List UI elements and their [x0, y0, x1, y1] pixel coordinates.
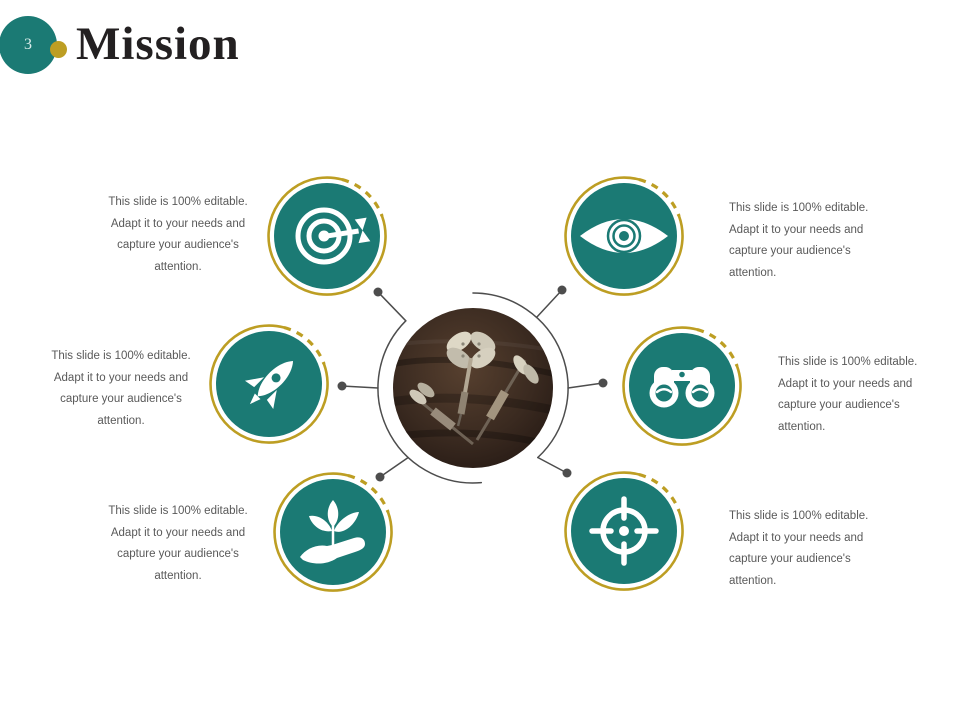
slide-number: 3 — [24, 36, 32, 53]
item-text-top-right: This slide is 100% editable. Adapt it to your needs and capture your audience's attention. — [729, 202, 869, 279]
rocket-icon — [207, 322, 331, 446]
slide-number-badge — [0, 16, 57, 74]
crosshair-target-icon — [562, 469, 686, 593]
item-text-middle-left: This slide is 100% editable. Adapt it to your needs and capture your audience's attention. — [51, 350, 191, 427]
binoculars-icon — [620, 324, 744, 448]
center-darts-photo — [393, 308, 553, 468]
plant-in-hand-icon — [271, 470, 395, 594]
page-title: Mission — [76, 18, 240, 70]
gold-dot-icon — [50, 41, 67, 58]
target-dart-icon — [265, 174, 389, 298]
eye-icon — [562, 174, 686, 298]
item-text-middle-right: This slide is 100% editable. Adapt it to your needs and capture your audience's attention. — [778, 356, 918, 433]
item-text-top-left: This slide is 100% editable. Adapt it to your needs and capture your audience's attention. — [108, 196, 248, 273]
item-text-bottom-right: This slide is 100% editable. Adapt it to your needs and capture your audience's attention. — [729, 510, 869, 587]
item-text-bottom-left: This slide is 100% editable. Adapt it to your needs and capture your audience's attention. — [108, 505, 248, 582]
